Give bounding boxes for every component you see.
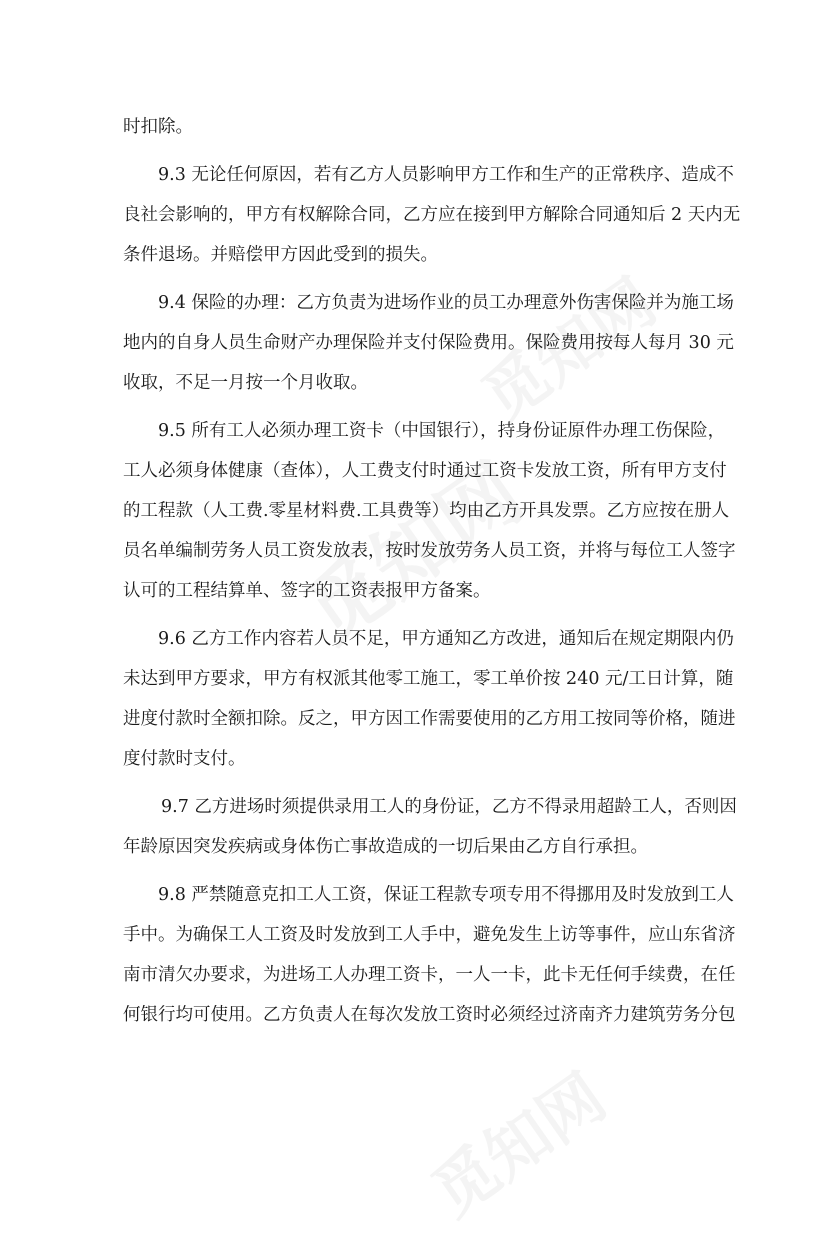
clause-9-8-line: 9.8 严禁随意克扣工人工资，保证工程款专项专用不得挪用及时发放到工人 [158, 885, 734, 905]
clause-9-3-line: 良社会影响的，甲方有权解除合同，乙方应在接到甲方解除合同通知后 2 天内无 [123, 205, 741, 225]
clause-9-8-line: 何银行均可使用。乙方负责人在每次发放工资时必须经过济南齐力建筑劳务分包 [123, 1005, 736, 1025]
clause-9-3-line: 条件退场。并赔偿甲方因此受到的损失。 [123, 245, 438, 265]
clause-9-4-line: 地内的自身人员生命财产办理保险并支付保险费用。保险费用按每人每月 30 元 [123, 333, 734, 353]
clause-9-5-line: 员名单编制劳务人员工资发放表，按时发放劳务人员工资，并将与每位工人签字 [123, 541, 736, 561]
clause-9-4-line: 收取，不足一月按一个月收取。 [123, 373, 368, 393]
text-line: 时扣除。 [123, 117, 193, 137]
clause-9-6-line: 度付款时支付。 [123, 749, 246, 769]
clause-9-5-line: 工人必须身体健康（查体），人工费支付时通过工资卡发放工资，所有甲方支付 [123, 461, 727, 481]
clause-9-3-line: 9.3 无论任何原因，若有乙方人员影响甲方工作和生产的正常秩序、造成不 [158, 165, 734, 185]
watermark [411, 1048, 621, 1233]
clause-9-5-line: 认可的工程结算单、签字的工资表报甲方备案。 [123, 581, 491, 601]
clause-9-4-line: 9.4 保险的办理：乙方负责为进场作业的员工办理意外伤害保险并为施工场 [158, 293, 734, 313]
clause-9-8-line: 南市清欠办要求，为进场工人办理工资卡，一人一卡，此卡无任何手续费，在任 [123, 965, 736, 985]
clause-9-6-line: 未达到甲方要求，甲方有权派其他零工施工，零工单价按 240 元/工日计算，随 [123, 669, 734, 689]
contract-text [123, 107, 741, 1035]
clause-9-6-line: 9.6 乙方工作内容若人员不足，甲方通知乙方改进，通知后在规定期限内仍 [158, 629, 734, 649]
clause-9-5-line: 的工程款（人工费.零星材料费.工具费等）均由乙方开具发票。乙方应按在册人 [123, 501, 730, 521]
clause-9-7-line: 9.7 乙方进场时须提供录用工人的身份证，乙方不得录用超龄工人，否则因 [161, 797, 737, 817]
clause-9-5-line: 9.5 所有工人必须办理工资卡（中国银行），持身份证原件办理工伤保险， [158, 421, 726, 441]
clause-9-7-line: 年龄原因突发疾病或身体伤亡事故造成的一切后果由乙方自行承担。 [123, 837, 648, 857]
clause-9-8-line: 手中。为确保工人工资及时发放到工人手中，避免发生上访等事件，应山东省济 [123, 925, 736, 945]
clause-9-6-line: 进度付款时全额扣除。反之，甲方因工作需要使用的乙方用工按同等价格，随进 [123, 709, 736, 729]
